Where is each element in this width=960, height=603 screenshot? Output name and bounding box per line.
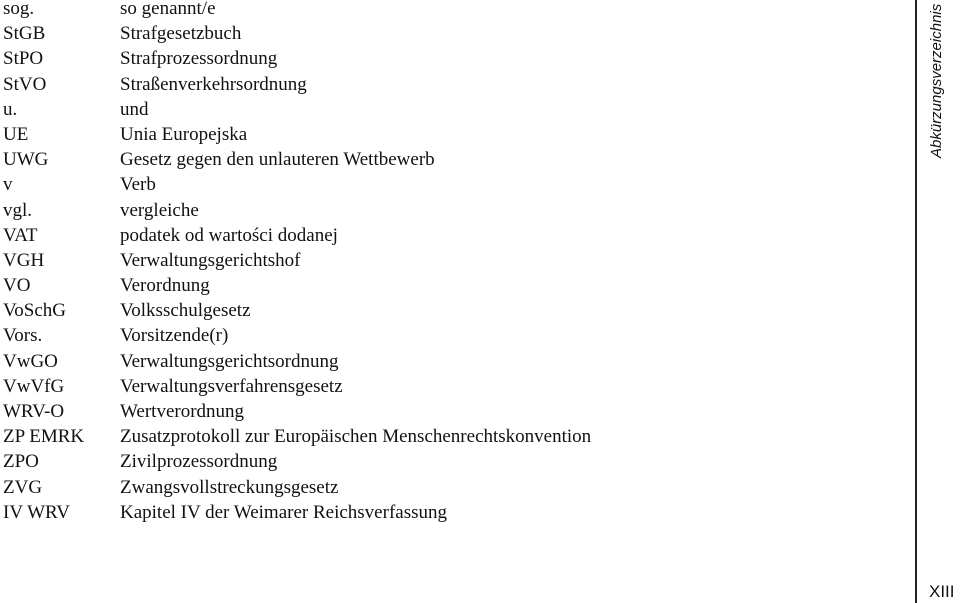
margin-divider-line (915, 0, 917, 603)
abbreviation: VwGO (3, 350, 58, 372)
abbreviation: StGB (3, 23, 46, 45)
abbreviation: ZP EMRK (3, 426, 85, 448)
abbreviation: IV WRV (3, 501, 70, 523)
abbreviation: ZVG (3, 476, 43, 498)
abbreviation-meaning: so genannt/e (120, 0, 216, 19)
abbreviation: VoSchG (3, 300, 66, 322)
abbreviation-meaning: Wertverordnung (120, 401, 245, 422)
abbreviation-entry (3, 399, 591, 424)
abbreviation-entry (3, 374, 591, 399)
abbreviation-meaning: Kapitel IV der Weimarer Reichsverfassung (120, 501, 447, 523)
abbreviation: VAT (3, 224, 38, 246)
abbreviation-entry (3, 46, 591, 71)
abbreviation-meaning: Verb (120, 174, 156, 196)
abbreviation-entry (3, 500, 591, 525)
abbreviation-meaning: Verwaltungsgerichtsordnung (120, 350, 339, 372)
abbreviation-meaning: Strafprozessordnung (120, 48, 278, 70)
abbreviation: StPO (3, 48, 44, 70)
abbreviation: Vors. (3, 325, 43, 347)
abbreviation-meaning: vergleiche (120, 199, 199, 221)
abbreviation: vgl. (3, 199, 33, 221)
abbreviation-meaning: Verordnung (120, 275, 210, 297)
abbreviation-meaning: Volksschulgesetz (120, 300, 251, 322)
abbreviation-meaning: Zivilprozessordnung (120, 451, 278, 473)
abbreviation-entry (3, 323, 591, 348)
abbreviation-entry (3, 97, 591, 122)
abbreviation-entry (3, 273, 591, 298)
abbreviation: VGH (3, 249, 45, 271)
abbreviation: v (3, 174, 13, 196)
section-title: Abkürzungsverzeichnis (928, 3, 945, 158)
abbreviation-entry (3, 198, 591, 223)
page-number: XIII (929, 582, 955, 601)
abbreviation-meaning: Verwaltungsgerichtshof (120, 249, 301, 271)
abbreviation-meaning: podatek od wartości dodanej (120, 224, 338, 246)
abbreviation-entry (3, 424, 591, 449)
abbreviation-meaning: Verwaltungsverfahrensgesetz (120, 375, 343, 397)
abbreviation-entry (3, 147, 591, 172)
abbreviation-entry (3, 449, 591, 474)
abbreviation-meaning: Unia Europejska (120, 123, 248, 145)
abbreviation-entry (3, 21, 591, 46)
abbreviation: UE (3, 123, 29, 145)
abbreviation-entry (3, 349, 591, 374)
abbreviation-entry (3, 223, 591, 248)
abbreviation: WRV-O (3, 401, 65, 422)
abbreviation-entry (3, 172, 591, 197)
abbreviation-meaning: Straßenverkehrsordnung (120, 73, 307, 95)
abbreviation-meaning: und (120, 98, 149, 120)
abbreviation-entry (3, 122, 591, 147)
abbreviation: StVO (3, 73, 47, 95)
abbreviation-meaning: Vorsitzende(r) (120, 325, 229, 347)
abbreviation-entry (3, 72, 591, 97)
abbreviation-meaning: Zwangsvollstreckungsgesetz (120, 476, 339, 498)
abbreviation-meaning: Gesetz gegen den unlauteren Wettbewerb (120, 149, 435, 171)
abbreviation: ZPO (3, 451, 39, 473)
abbreviation-entry (3, 475, 591, 500)
abbreviation-entry (3, 298, 591, 323)
abbreviation-list (3, 0, 591, 525)
abbreviation-meaning: Zusatzprotokoll zur Europäischen Menschenrechtskonvention (120, 426, 592, 448)
abbreviation: UWG (3, 149, 49, 171)
abbreviation-entry (3, 0, 591, 21)
abbreviation: VwVfG (3, 375, 65, 397)
abbreviation-meaning: Strafgesetzbuch (120, 23, 242, 45)
abbreviation: u. (3, 98, 18, 120)
abbreviation: VO (3, 275, 31, 297)
abbreviation: sog. (3, 0, 35, 19)
abbreviation-entry (3, 248, 591, 273)
